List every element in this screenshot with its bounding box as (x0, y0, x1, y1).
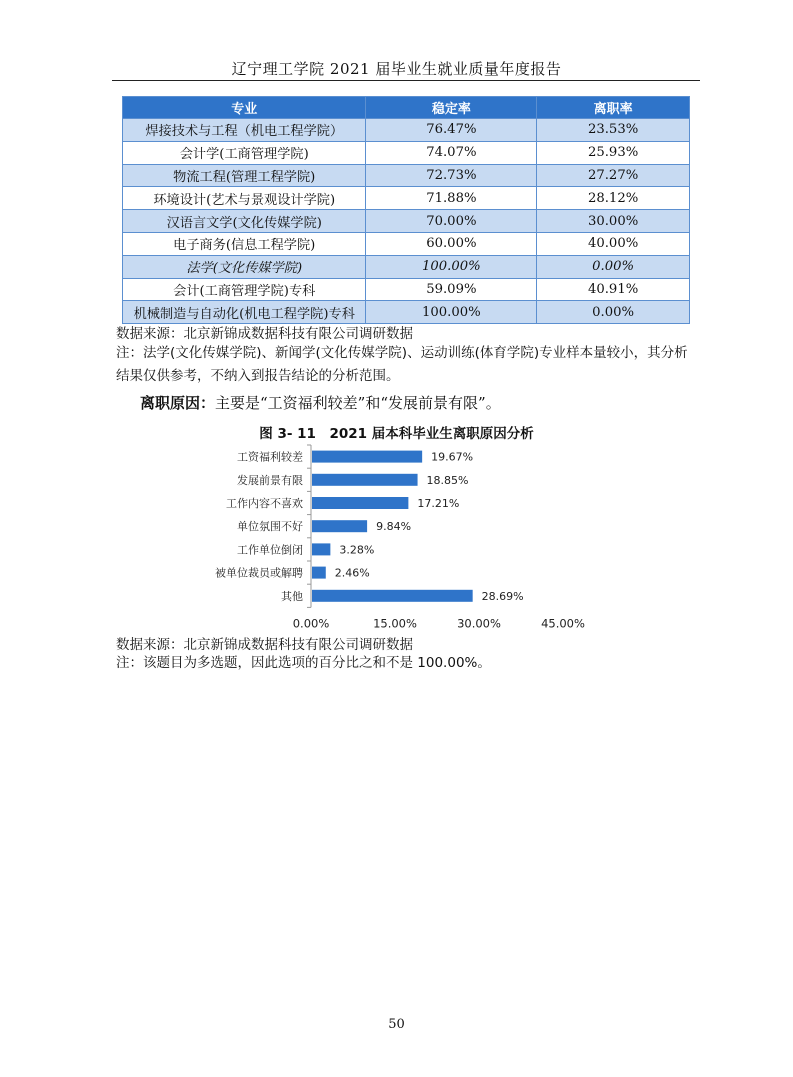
chart-bar (312, 567, 326, 579)
chart-value-label: 3.28% (339, 543, 375, 557)
cell-stability: 71.88% (366, 187, 537, 210)
table-row (123, 141, 690, 164)
reason-text: 主要是“工资福利较差”和“发展前景有限”。 (215, 394, 501, 412)
cell-major: 环境设计(艺术与景观设计学院) (123, 187, 366, 210)
cell-turnover: 27.27% (537, 164, 690, 187)
turnover-reason-paragraph (140, 392, 501, 413)
table-row (123, 164, 690, 187)
chart-x-tick-label: 45.00% (541, 616, 585, 630)
chart-value-label: 2.46% (334, 566, 370, 580)
table-row (123, 187, 690, 210)
cell-stability: 100.00% (366, 301, 537, 324)
cell-major: 机械制造与自动化(机电工程学院)专科 (123, 301, 366, 324)
cell-stability: 76.47% (366, 119, 537, 142)
chart-bar (312, 497, 408, 509)
chart-category-label: 其他 (281, 589, 303, 603)
page-number: 50 (388, 1017, 405, 1032)
cell-turnover: 28.12% (537, 187, 690, 210)
cell-turnover: 40.00% (537, 232, 690, 255)
column-header-major: 专业 (123, 97, 366, 119)
report-header-title: 辽宁理工学院 2021 届毕业生就业质量年度报告 (231, 60, 562, 78)
chart-bar (312, 520, 367, 532)
chart-bar (312, 590, 473, 602)
figure-title: 图 3- 11 2021 届本科毕业生离职原因分析 (259, 426, 534, 442)
cell-stability: 70.00% (366, 210, 537, 233)
table-row (123, 119, 690, 142)
chart-category-label: 工作单位倒闭 (237, 543, 303, 557)
chart-bar (312, 474, 418, 486)
chart-value-label: 28.69% (481, 589, 524, 603)
cell-turnover: 0.00% (537, 255, 690, 278)
cell-turnover: 30.00% (537, 210, 690, 233)
chart-category-label: 单位氛围不好 (237, 520, 303, 534)
table-row (123, 210, 690, 233)
chart-x-tick-label: 30.00% (457, 616, 501, 630)
reason-label: 离职原因： (140, 394, 216, 412)
turnover-reason-bar-chart (0, 440, 793, 630)
data-source-note: 数据来源：北京新锦成数据科技有限公司调研数据 (116, 326, 413, 342)
chart-value-label: 19.67% (431, 450, 474, 464)
data-source-note-2: 数据来源：北京新锦成数据科技有限公司调研数据 (116, 637, 413, 653)
cell-stability: 74.07% (366, 141, 537, 164)
chart-value-label: 9.84% (376, 520, 412, 534)
cell-stability: 60.00% (366, 232, 537, 255)
cell-stability: 100.00% (366, 255, 537, 278)
table-row (123, 278, 690, 301)
table-header-row (123, 97, 690, 119)
cell-major: 物流工程(管理工程学院) (123, 164, 366, 187)
cell-turnover: 25.93% (537, 141, 690, 164)
chart-x-tick-label: 0.00% (292, 616, 330, 630)
chart-bar (312, 543, 330, 555)
cell-turnover: 40.91% (537, 278, 690, 301)
chart-category-label: 工资福利较差 (237, 450, 303, 464)
table-row (123, 255, 690, 278)
sample-size-note: 注：法学(文化传媒学院)、新闻学(文化传媒学院)、运动训练(体育学院)专业样本量较小，其分析结果仅供参考，不纳入到报告结论的分析范围。 (116, 345, 688, 384)
multi-select-note: 注：该题目为多选题，因此选项的百分比之和不是 100.00%。 (116, 655, 491, 671)
turnover-table (122, 96, 690, 324)
cell-major: 焊接技术与工程（机电工程学院） (123, 119, 366, 142)
chart-x-tick-label: 15.00% (373, 616, 417, 630)
cell-major: 会计(工商管理学院)专科 (123, 278, 366, 301)
cell-major: 法学(文化传媒学院) (123, 255, 366, 278)
cell-turnover: 0.00% (537, 301, 690, 324)
cell-major: 电子商务(信息工程学院) (123, 232, 366, 255)
cell-major: 会计学(工商管理学院) (123, 141, 366, 164)
cell-stability: 72.73% (366, 164, 537, 187)
column-header-stability: 稳定率 (366, 97, 537, 119)
chart-category-label: 工作内容不喜欢 (226, 497, 303, 510)
chart-category-label: 发展前景有限 (237, 473, 303, 487)
chart-value-label: 18.85% (426, 473, 469, 487)
cell-major: 汉语言文学(文化传媒学院) (123, 210, 366, 233)
cell-stability: 59.09% (366, 278, 537, 301)
table-row (123, 232, 690, 255)
table-row (123, 301, 690, 324)
chart-category-label: 被单位裁员或解聘 (215, 566, 303, 580)
cell-turnover: 23.53% (537, 119, 690, 142)
column-header-turnover: 离职率 (537, 97, 690, 119)
chart-bar (312, 451, 422, 463)
header-divider (112, 80, 700, 81)
chart-value-label: 17.21% (417, 497, 460, 510)
